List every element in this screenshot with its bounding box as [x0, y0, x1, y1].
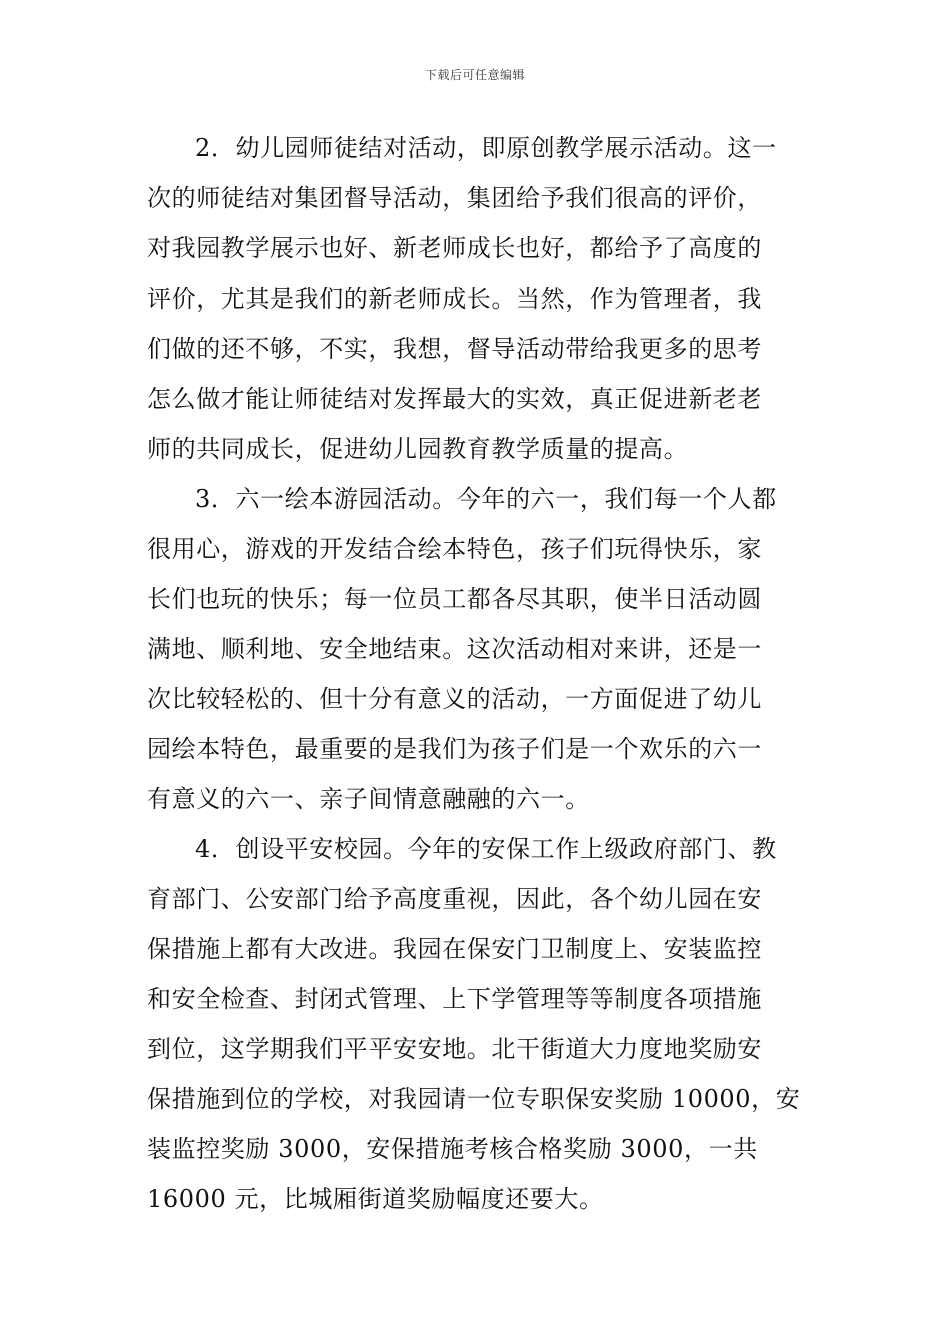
text-line: 3．六一绘本游园活动。今年的六一，我们每一个人都: [195, 485, 777, 513]
text-line: 和安全检查、封闭式管理、上下学管理等等制度各项措施: [147, 985, 762, 1013]
text-line: 育部门、公安部门给予高度重视，因此，各个幼儿园在安: [147, 885, 762, 913]
text-line: 很用心，游戏的开发结合绘本特色，孩子们玩得快乐，家: [147, 535, 762, 563]
text-line: 4．创设平安校园。今年的安保工作上级政府部门、教: [195, 835, 777, 863]
text-line: 装监控奖励 3000，安保措施考核合格奖励 3000，一共: [147, 1135, 758, 1163]
text-line: 到位，这学期我们平平安安地。北干街道大力度地奖励安: [147, 1035, 762, 1063]
text-line: 保措施上都有大改进。我园在保安门卫制度上、安装监控: [147, 935, 762, 963]
text-line: 保措施到位的学校，对我园请一位专职保安奖励 10000，安: [147, 1085, 801, 1113]
text-line: 园绘本特色，最重要的是我们为孩子们是一个欢乐的六一: [147, 735, 762, 763]
text-line: 16000 元，比城厢街道奖励幅度还要大。: [147, 1185, 604, 1213]
text-line: 评价，尤其是我们的新老师成长。当然，作为管理者，我: [147, 285, 762, 313]
text-line: 对我园教学展示也好、新老师成长也好，都给予了高度的: [147, 234, 762, 262]
text-line: 次的师徒结对集团督导活动，集团给予我们很高的评价，: [147, 184, 762, 212]
text-line: 满地、顺利地、安全地结束。这次活动相对来讲，还是一: [147, 635, 762, 663]
text-line: 师的共同成长，促进幼儿园教育教学质量的提高。: [147, 435, 689, 463]
text-line: 2．幼儿园师徒结对活动，即原创教学展示活动。这一: [195, 134, 777, 162]
text-line: 们做的还不够，不实，我想，督导活动带给我更多的思考: [147, 335, 762, 363]
page-header: 下载后可任意编辑: [424, 68, 525, 82]
text-line: 怎么做才能让师徒结对发挥最大的实效，真正促进新老老: [147, 385, 762, 413]
text-line: 长们也玩的快乐；每一位员工都各尽其职，使半日活动圆: [147, 585, 762, 613]
text-line: 有意义的六一、亲子间情意融融的六一。: [147, 785, 590, 813]
text-line: 次比较轻松的、但十分有意义的活动，一方面促进了幼儿: [147, 685, 762, 713]
